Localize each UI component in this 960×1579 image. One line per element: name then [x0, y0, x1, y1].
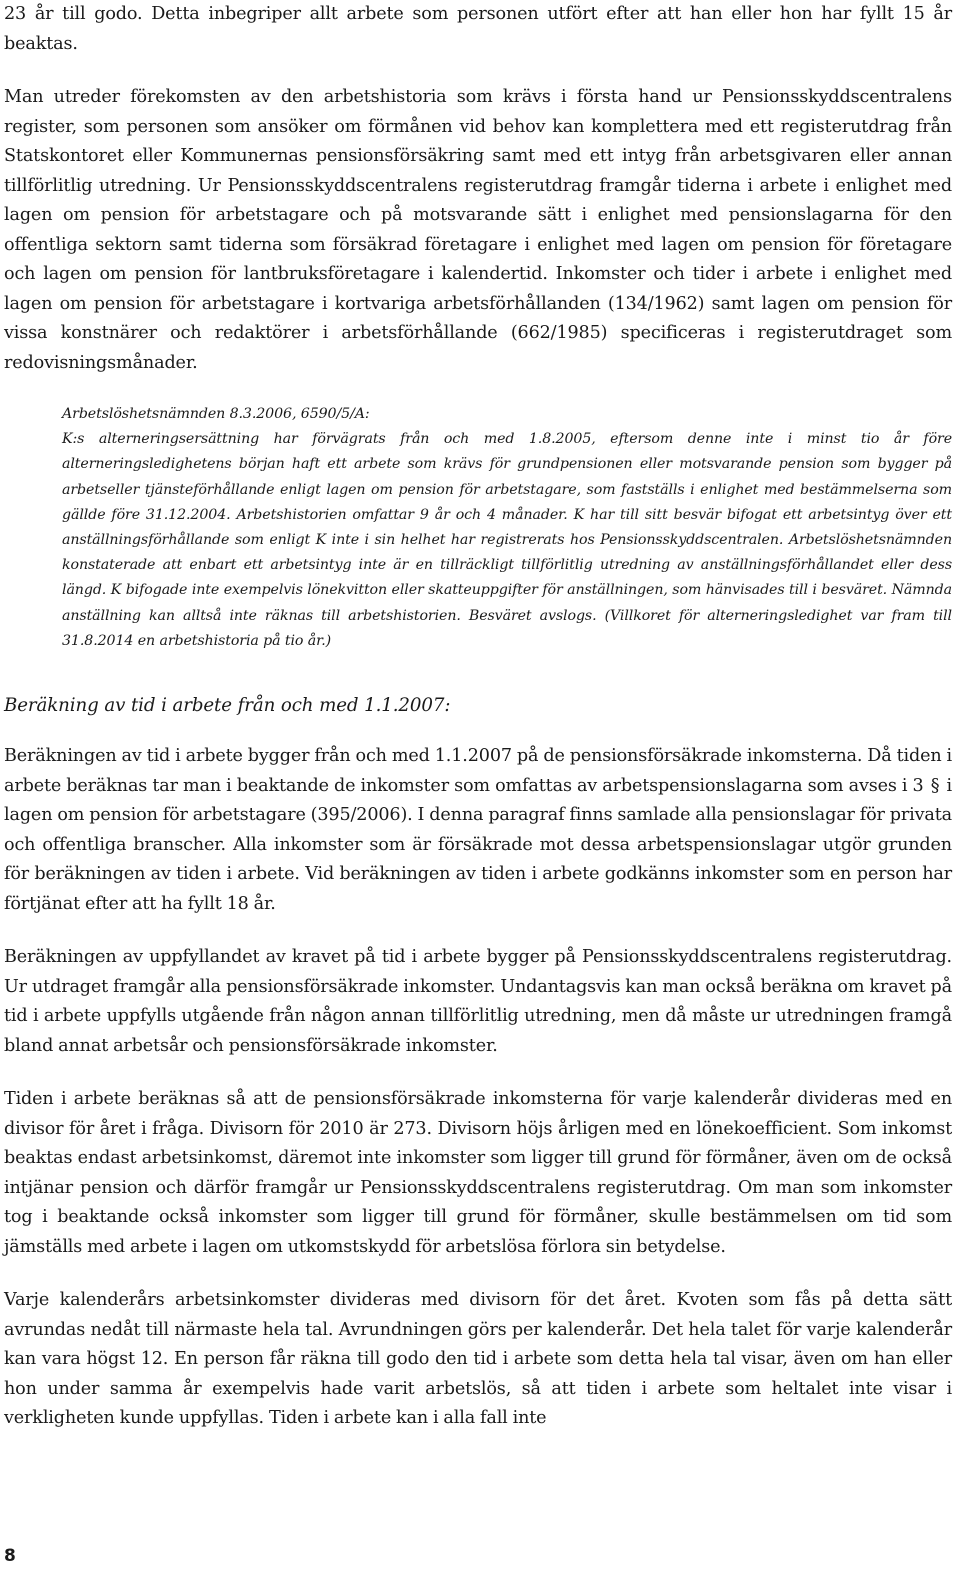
paragraph-calculation-part-b: i lagen om pension för arbetstagare (395/2006). I denna paragraf finns samlade alla pensionslagar för privata och offentliga branscher. Alla inkomster som är försäkrade mot dessa arbetspensionslagar utgör grunden för beräkningen av tiden i arbete. Vid beräkningen av tiden i arbete godkänns inkomster som en person har förtjänat efter att ha fyllt 18 år.: [4, 775, 953, 914]
paragraph-work-history: Man utreder förekomsten av den arbetshistoria som krävs i första hand ur Pensionsskyddscentralens register, som personen som ansöker om förmånen vid behov kan komplettera med ett registerutdrag från Statskontoret eller Kommunernas pensionsförsäkring samt med ett intyg från arbetsgivaren eller annan tillförlitlig utredning. Ur Pensionsskyddscentralens registerutdrag framgår tiderna i arbete i enlighet med lagen om pension för arbetstagare och på motsvarande sätt i enlighet med pensionslagarna för den offentliga sektorn samt tiderna som försäkrad företagare i enlighet med lagen om pension för företagare och lagen om pension för lantbruksföretagare i kalendertid. Inkomster och tider i arbete i enlighet med lagen om pension för arbetstagare i kortvariga arbetsförhållanden (134/1962) samt lagen om pension för vissa konstnärer och redaktörer i arbetsförhållande (662/1985) specificeras i registerutdraget som redovisningsmånader.: [4, 87, 952, 373]
paragraph-continuation: 23 år till godo. Detta inbegriper allt arbete som personen utfört efter att han eller hon har fyllt 15 år beaktas.: [4, 4, 952, 54]
page-number: 8: [4, 1546, 16, 1566]
case-reference: Arbetslöshetsnämnden 8.3.2006, 6590/5/A:: [62, 406, 370, 422]
case-quote: [62, 402, 952, 654]
paragraph-fulfilment: Beräkningen av uppfyllandet av kravet på tid i arbete bygger på Pensionsskyddscentralens registerutdrag. Ur utdraget framgår alla pensionsförsäkrade inkomster. Undantagsvis kan man också beräkna om kravet på tid i arbete uppfylls utgående från någon annan tillförlitlig utredning, men då måste ur utredningen framgå bland annat arbetsår och pensionsförsäkrade inkomster.: [4, 947, 952, 1056]
paragraph-divisor: Tiden i arbete beräknas så att de pensionsförsäkrade inkomsterna för varje kalenderår divideras med en divisor för året i fråga. Divisorn för 2010 är 273. Divisorn höjs årligen med en lönekoefficient. Som inkomst beaktas endast arbetsinkomst, däremot inte inkomster som ligger till grund för förmåner, även om de också intjänar pension och därför framgår ur Pensionsskyddscentralens registerutdrag. Om man som inkomster tog i beaktande också inkomster som ligger till grund för förmåner, skulle bestämmelsen om tid som jämställs med arbete i lagen om utkomstskydd för arbetslösa förlora sin betydelse.: [4, 1089, 952, 1257]
paragraph-calculation: [4, 742, 952, 919]
document-page: [4, 0, 952, 1434]
case-text: K:s alterneringsersättning har förvägrats från och med 1.8.2005, eftersom denne inte i minst tio år före alterneringsledighetens början haft ett arbete som krävs för grundpensionen eller motsvarande pension som bygger på arbetseller tjänsteförhållande enligt lagen om pension för arbetstagare, som fastställs i enlighet med bestämmelserna som gällde före 31.12.2004. Arbetshistorien omfattar 9 år och 4 månader. K har till sitt besvär bifogat ett arbetsintyg över ett anställningsförhållande som enligt K inte i sin helhet har registrerats hos Pensionsskyddscentralen. Arbetslöshetsnämnden konstaterade att enbart ett arbetsintyg inte är en tillräckligt tillförlitlig utredning av anställningsförhållandet eller dess längd. K bifogade inte exempelvis lönekvitton eller skatteuppgifter för anställningen, som hänvisades till i besväret. Nämnda anställning kan alltså inte räknas till arbetshistorien. Besväret avslogs. (Villkoret för alterneringsledighet var fram till 31.8.2014 en arbetshistoria på tio år.): [62, 431, 952, 649]
section-sign: §: [930, 775, 940, 796]
paragraph-calendar-year: Varje kalenderårs arbetsinkomster divideras med divisorn för det året. Kvoten som fås på detta sätt avrundas nedåt till närmaste hela tal. Avrundningen görs per kalenderår. Det hela talet för varje kalenderår kan vara högst 12. En person får räkna till godo den tid i arbete som detta hela tal visar, även om han eller hon under samma år exempelvis hade varit arbetslös, så att tiden i arbete som heltalet inte visar i verkligheten kunde uppfyllas. Tiden i arbete kan i alla fall inte: [4, 1290, 952, 1429]
paragraph-calculation-part-a: Beräkningen av tid i arbete bygger från och med 1.1.2007 på de pensionsförsäkrade inkomsterna. Då tiden i arbete beräknas tar man i beaktande de inkomster som omfattas av arbetspensionslagarna som avses i 3: [4, 746, 952, 796]
section-heading: Beräkning av tid i arbete från och med 1.1.2007:: [4, 695, 451, 717]
